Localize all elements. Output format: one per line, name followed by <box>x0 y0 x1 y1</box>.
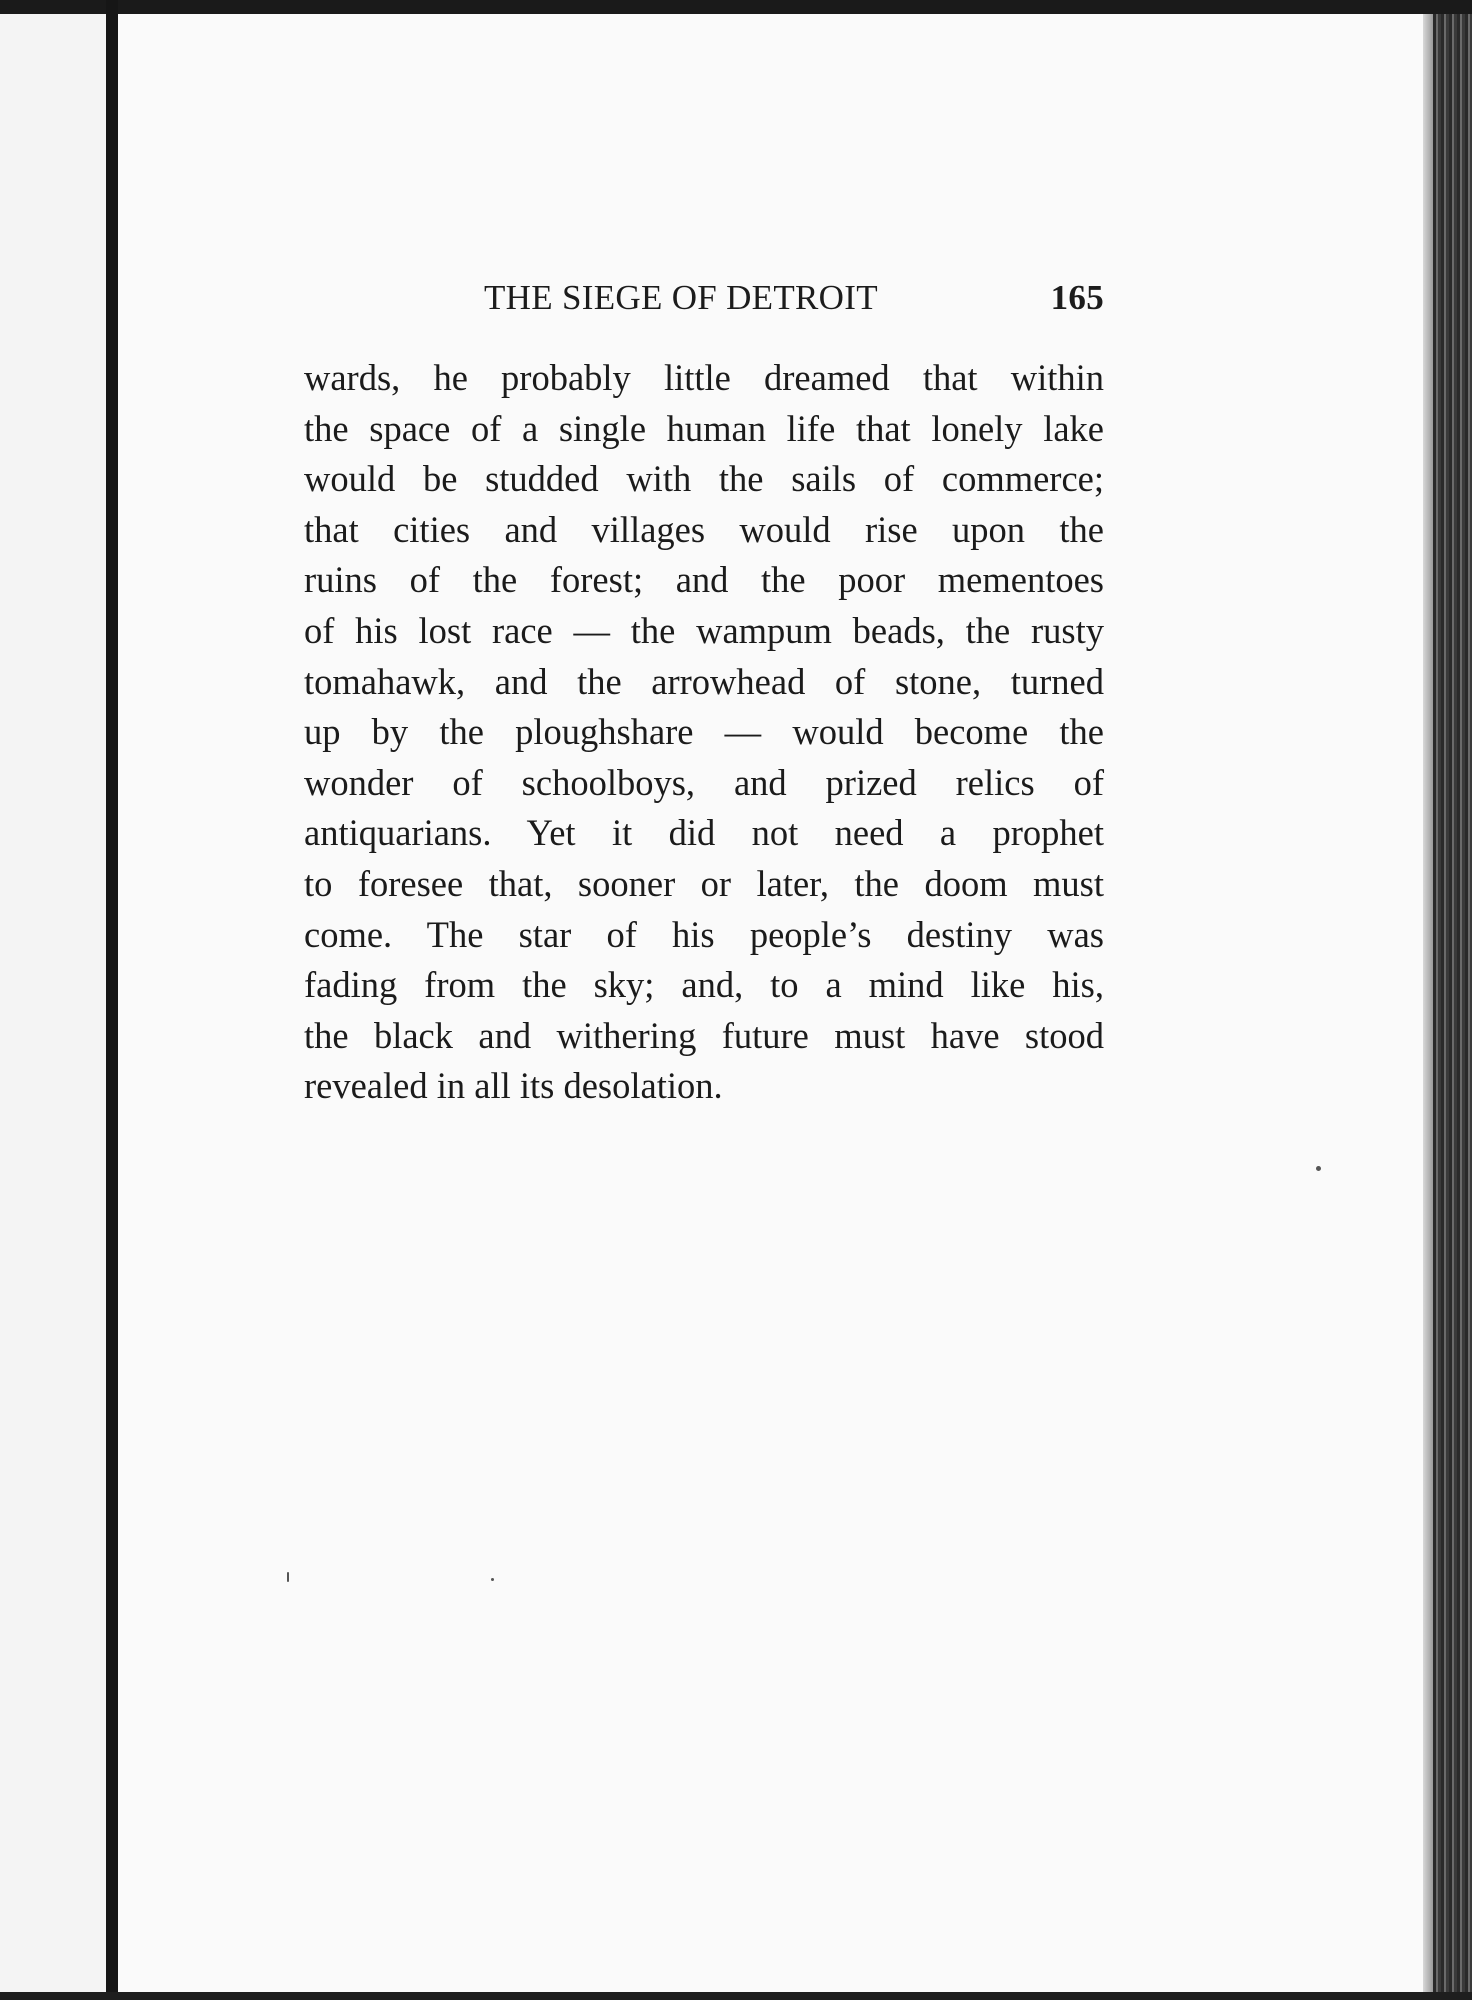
text-line: of his lost race — the wampum beads, the rusty <box>304 609 1104 651</box>
text-line: tomahawk, and the arrowhead of stone, turned <box>304 660 1104 702</box>
book-gutter <box>106 0 118 2000</box>
scan-speck <box>1316 1166 1321 1171</box>
page-edge-shadow <box>1423 14 1433 2000</box>
book-block-edge <box>1433 14 1472 2000</box>
text-line: revealed in all its desolation. <box>304 1065 723 1107</box>
text-line: up by the ploughshare — would become the <box>304 711 1104 753</box>
scan-speck <box>287 1572 289 1582</box>
text-line: wonder of schoolboys, and prized relics of <box>304 761 1104 803</box>
page-number: 165 <box>1050 278 1104 317</box>
text-line: antiquarians. Yet it did not need a prophet <box>304 812 1104 854</box>
facing-page-edge <box>0 14 106 2000</box>
text-line: the black and withering future must have stood <box>304 1014 1104 1056</box>
text-line: wards, he probably little dreamed that within <box>304 357 1104 398</box>
scan-top-border <box>0 0 1472 14</box>
running-head <box>304 276 1104 320</box>
text-line: come. The star of his people’s destiny was <box>304 913 1104 955</box>
text-line: fading from the sky; and, to a mind like his, <box>304 964 1104 1006</box>
scan-speck <box>491 1578 494 1581</box>
text-line: ruins of the forest; and the poor mementoes <box>304 559 1104 601</box>
text-line: would be studded with the sails of commerce; <box>304 458 1104 500</box>
text-line: that cities and villages would rise upon the <box>304 508 1104 550</box>
body-paragraph <box>304 353 1104 1112</box>
text-line: the space of a single human life that lonely lake <box>304 407 1104 449</box>
running-head-title: THE SIEGE OF DETROIT <box>484 278 878 317</box>
scan-bottom-border <box>0 1992 1472 2000</box>
text-line: to foresee that, sooner or later, the doom must <box>304 862 1104 904</box>
